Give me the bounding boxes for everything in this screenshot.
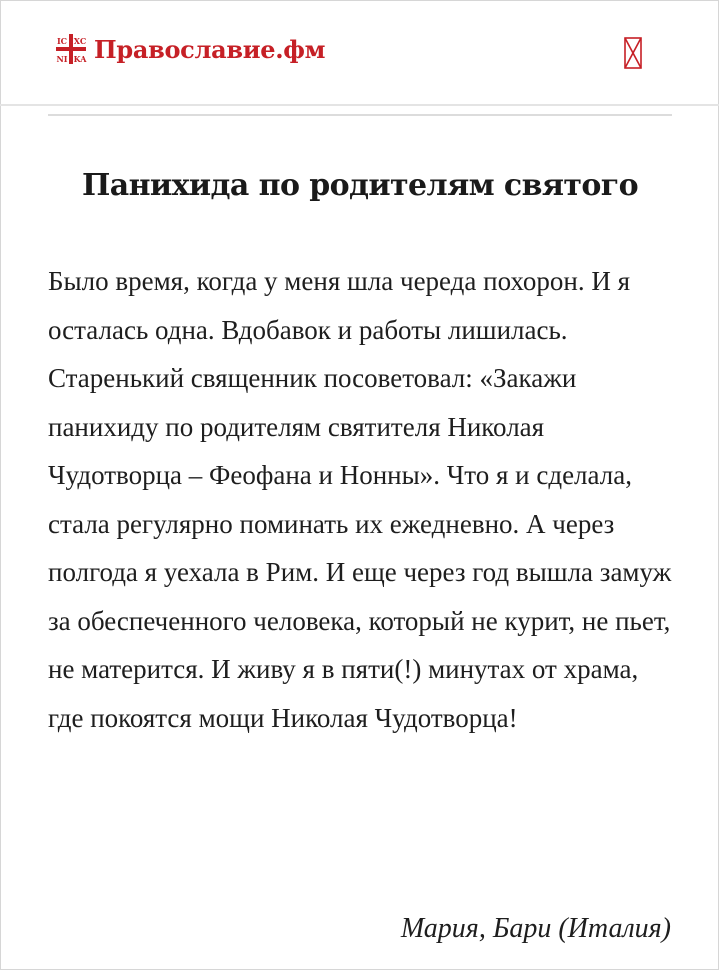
logo-letters-xc: XC: [73, 36, 87, 46]
article-title: Панихида по родителям святого: [82, 168, 638, 203]
logo-text: Православие.фм: [94, 34, 326, 64]
cross-icon: [54, 32, 88, 66]
article-body: Было время, когда у меня шла череда похорон. И я осталась одна. Вдобавок и работы лишилась. Старенький священник посоветовал: «Закажи панихиду по родителям святителя Николая Чудотворца – Феофана и Нонны». Что я и сделала, стала регулярно поминать их ежедневно. А через полгода я уехала в Рим. И еще через год вышла замуж за обеспеченного человека, который не курит, не пьет, не матерится. И живу я в пяти(!) минутах от храма, где покоятся мощи Николая Чудотворца!: [48, 266, 672, 733]
menu-button[interactable]: [624, 37, 642, 69]
logo-letters-ka: KA: [73, 54, 87, 64]
site-header: [0, 0, 719, 106]
logo-letters-ic: IC: [56, 36, 68, 46]
content-divider: [48, 114, 672, 116]
site-logo[interactable]: [54, 29, 325, 69]
article-signature: Мария, Бари (Италия): [400, 913, 671, 944]
logo-letters-ni: NI: [56, 54, 68, 64]
menu-icon: [624, 37, 642, 69]
